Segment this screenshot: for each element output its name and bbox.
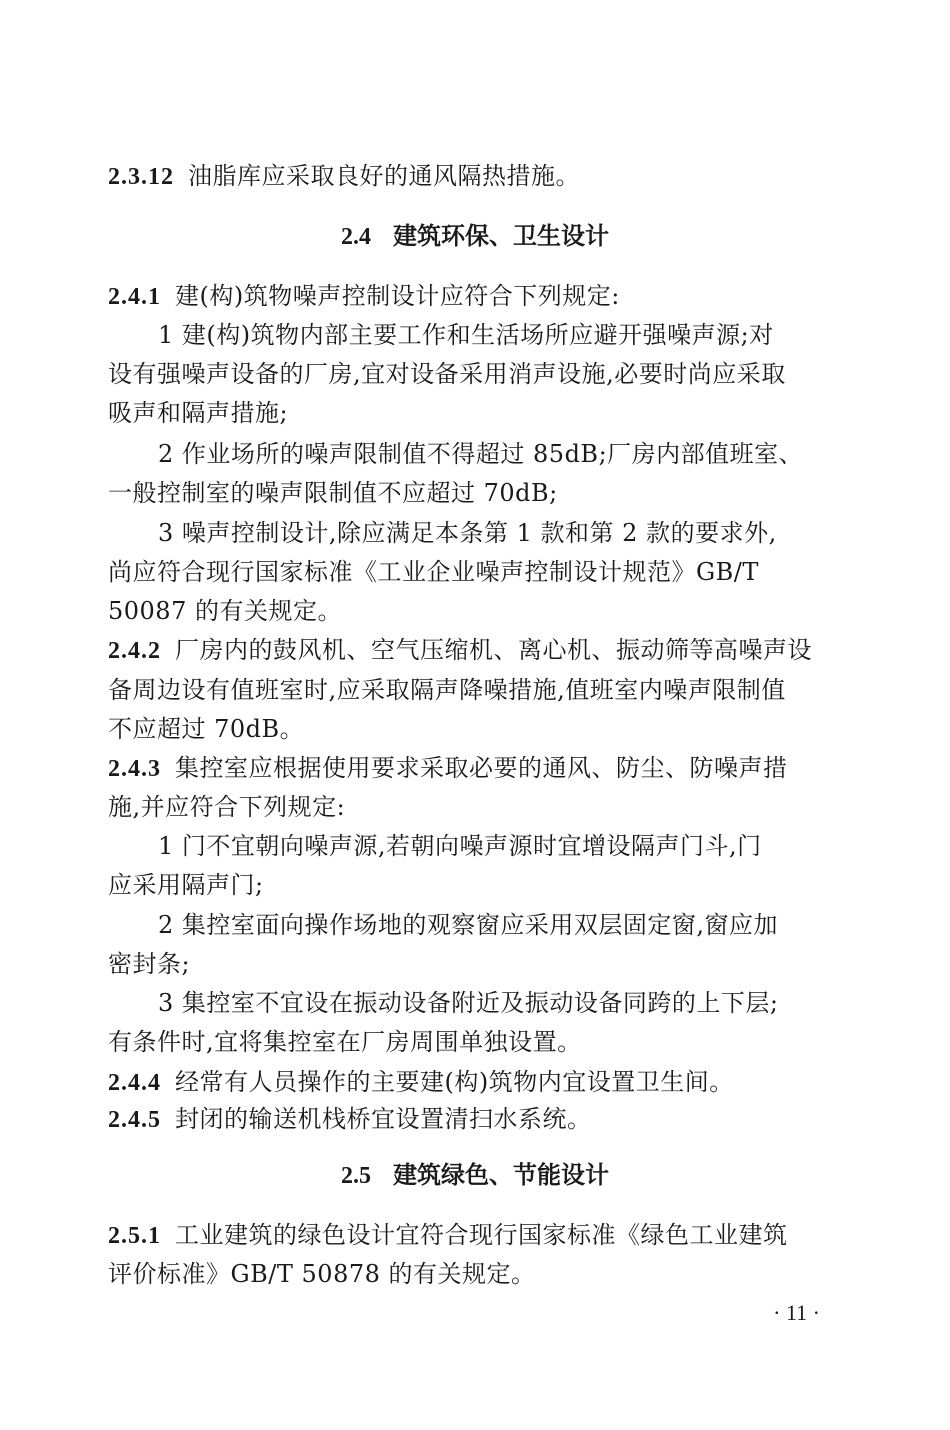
item-line: 备周边设有值班室时,应采取隔声降噪措施,值班室内噪声限制值 bbox=[108, 676, 786, 704]
item-line: 50087 的有关规定。 bbox=[108, 597, 342, 625]
item-line: 施,并应符合下列规定: bbox=[108, 793, 346, 821]
item-line: 1 门不宜朝向噪声源,若朝向噪声源时宜增设隔声门斗,门 bbox=[158, 832, 762, 860]
clause-number: 2.4.4 bbox=[108, 1070, 161, 1096]
clause-2-4-1 bbox=[108, 279, 843, 314]
clause-number: 2.4.2 bbox=[108, 638, 161, 664]
clause-number: 2.5.1 bbox=[108, 1223, 161, 1249]
clause-text: 封闭的输送机栈桥宜设置清扫水系统。 bbox=[175, 1105, 592, 1133]
item-line: 2 集控室面向操作场地的观察窗应采用双层固定窗,窗应加 bbox=[158, 911, 779, 939]
section-number: 2.5 bbox=[341, 1163, 371, 1189]
clause-2-4-5 bbox=[108, 1102, 843, 1137]
clause-number: 2.4.1 bbox=[108, 284, 161, 310]
clause-text: 集控室应根据使用要求采取必要的通风、防尘、防噪声措 bbox=[175, 754, 788, 782]
item-line: 吸声和隔声措施; bbox=[108, 399, 289, 427]
section-title: 建筑环保、卫生设计 bbox=[393, 222, 609, 250]
section-heading-2-4 bbox=[0, 219, 950, 254]
item-line: 1 建(构)筑物内部主要工作和生活场所应避开强噪声源;对 bbox=[158, 321, 774, 349]
clause-number: 2.4.3 bbox=[108, 756, 161, 782]
section-heading-2-5 bbox=[0, 1158, 950, 1193]
item-line: 不应超过 70dB。 bbox=[108, 715, 305, 743]
item-line: 一般控制室的噪声限制值不应超过 70dB; bbox=[108, 479, 558, 507]
clause-text: 厂房内的鼓风机、空气压缩机、离心机、振动筛等高噪声设 bbox=[175, 636, 812, 664]
clause-2-3-12 bbox=[108, 159, 843, 194]
clause-number: 2.3.12 bbox=[108, 164, 174, 190]
clause-number: 2.4.5 bbox=[108, 1107, 161, 1133]
clause-text: 经常有人员操作的主要建(构)筑物内宜设置卫生间。 bbox=[175, 1068, 734, 1096]
item-line: 密封条; bbox=[108, 950, 191, 978]
clause-2-4-3 bbox=[108, 751, 843, 786]
item-line: 设有强噪声设备的厂房,宜对设备采用消声设施,必要时尚应采取 bbox=[108, 360, 786, 388]
page-number: · 11 · bbox=[773, 1300, 820, 1325]
clause-2-4-2 bbox=[108, 633, 843, 668]
item-line: 3 噪声控制设计,除应满足本条第 1 款和第 2 款的要求外, bbox=[158, 519, 777, 547]
clause-text: 工业建筑的绿色设计宜符合现行国家标准《绿色工业建筑 bbox=[175, 1221, 788, 1249]
section-title: 建筑绿色、节能设计 bbox=[393, 1161, 609, 1189]
clause-2-4-4 bbox=[108, 1065, 843, 1100]
item-line: 2 作业场所的噪声限制值不得超过 85dB;厂房内部值班室、 bbox=[158, 440, 804, 468]
item-line: 有条件时,宜将集控室在厂房周围单独设置。 bbox=[108, 1028, 582, 1056]
item-line: 应采用隔声门; bbox=[108, 871, 264, 899]
section-number: 2.4 bbox=[341, 224, 371, 250]
clause-2-5-1 bbox=[108, 1218, 843, 1253]
item-line: 3 集控室不宜设在振动设备附近及振动设备同跨的上下层; bbox=[158, 989, 779, 1017]
clause-text: 油脂库应采取良好的通风隔热措施。 bbox=[188, 162, 580, 190]
item-line: 尚应符合现行国家标准《工业企业噪声控制设计规范》GB/T bbox=[108, 558, 759, 586]
clause-text: 建(构)筑物噪声控制设计应符合下列规定: bbox=[175, 282, 620, 310]
item-line: 评价标准》GB/T 50878 的有关规定。 bbox=[108, 1260, 536, 1288]
